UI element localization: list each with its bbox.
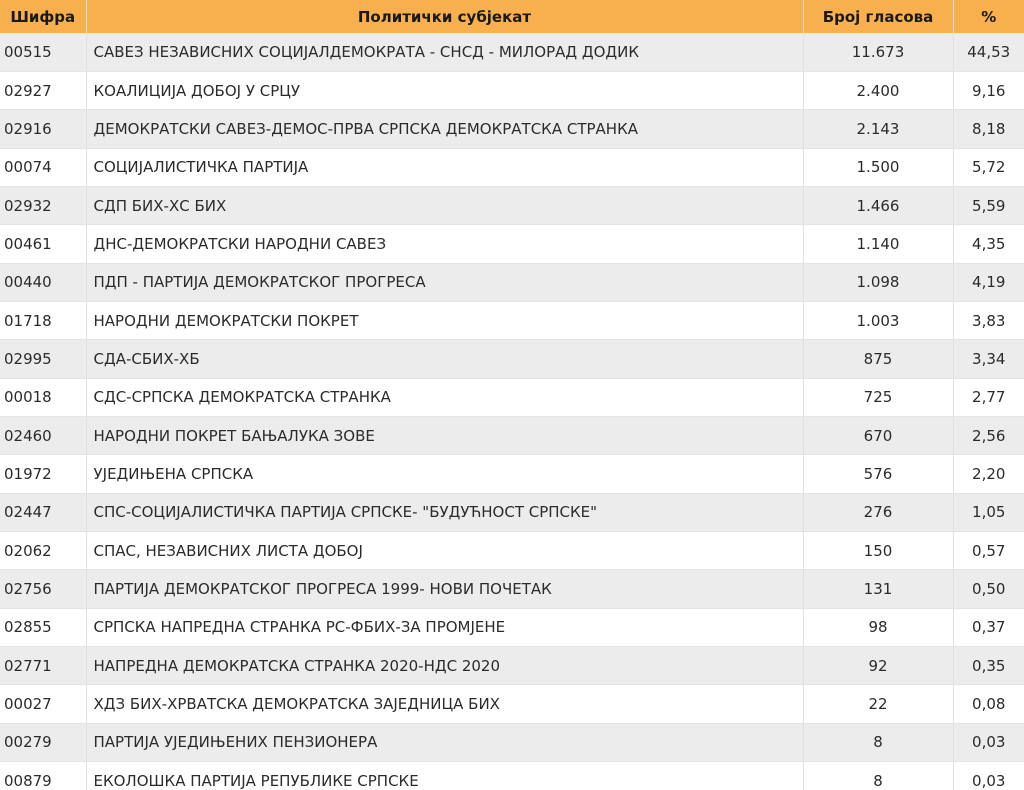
vote-percent: 5,59 xyxy=(953,186,1024,224)
table-row xyxy=(0,762,1024,790)
header-code: Шифра xyxy=(0,0,86,33)
vote-percent: 0,08 xyxy=(953,685,1024,723)
vote-count: 725 xyxy=(803,378,953,416)
party-code: 02771 xyxy=(0,647,86,685)
vote-count: 8 xyxy=(803,762,953,790)
table-row xyxy=(0,225,1024,263)
party-code: 01972 xyxy=(0,455,86,493)
party-name: СДА-СБИХ-ХБ xyxy=(86,340,803,378)
header-party: Политички субјекат xyxy=(86,0,803,33)
vote-percent: 4,19 xyxy=(953,263,1024,301)
party-code: 00279 xyxy=(0,723,86,761)
party-name: ПАРТИЈА УЈЕДИЊЕНИХ ПЕНЗИОНЕРА xyxy=(86,723,803,761)
vote-count: 2.400 xyxy=(803,71,953,109)
vote-count: 98 xyxy=(803,608,953,646)
party-name: СПС-СОЦИЈАЛИСТИЧКА ПАРТИЈА СРПСКЕ- "БУДУЋНОСТ СРПСКЕ" xyxy=(86,493,803,531)
table-row xyxy=(0,301,1024,339)
table-row xyxy=(0,570,1024,608)
party-name: СДП БИХ-ХС БИХ xyxy=(86,186,803,224)
party-name: СПАС, НЕЗАВИСНИХ ЛИСТА ДОБОЈ xyxy=(86,531,803,569)
party-name: ДЕМОКРАТСКИ САВЕЗ-ДЕМОС-ПРВА СРПСКА ДЕМОКРАТСКА СТРАНКА xyxy=(86,110,803,148)
party-name: САВЕЗ НЕЗАВИСНИХ СОЦИЈАЛДЕМОКРАТА - СНСД - МИЛОРАД ДОДИК xyxy=(86,33,803,71)
vote-percent: 5,72 xyxy=(953,148,1024,186)
party-code: 00879 xyxy=(0,762,86,790)
party-code: 02855 xyxy=(0,608,86,646)
party-code: 00461 xyxy=(0,225,86,263)
table-row xyxy=(0,647,1024,685)
table-row xyxy=(0,71,1024,109)
vote-count: 92 xyxy=(803,647,953,685)
table-row xyxy=(0,110,1024,148)
party-name: НАРОДНИ ДЕМОКРАТСКИ ПОКРЕТ xyxy=(86,301,803,339)
table-row xyxy=(0,685,1024,723)
party-name: ПДП - ПАРТИЈА ДЕМОКРАТСКОГ ПРОГРЕСА xyxy=(86,263,803,301)
vote-count: 276 xyxy=(803,493,953,531)
party-code: 02447 xyxy=(0,493,86,531)
party-code: 00440 xyxy=(0,263,86,301)
vote-percent: 44,53 xyxy=(953,33,1024,71)
vote-count: 670 xyxy=(803,416,953,454)
vote-count: 1.466 xyxy=(803,186,953,224)
header-pct: % xyxy=(981,7,997,26)
table-row xyxy=(0,608,1024,646)
party-code: 00074 xyxy=(0,148,86,186)
party-code: 02460 xyxy=(0,416,86,454)
vote-percent: 0,03 xyxy=(953,762,1024,790)
party-name: НАПРЕДНА ДЕМОКРАТСКА СТРАНКА 2020-НДС 2020 xyxy=(86,647,803,685)
table-row xyxy=(0,531,1024,569)
party-code: 00515 xyxy=(0,33,86,71)
vote-percent: 9,16 xyxy=(953,71,1024,109)
vote-percent: 3,34 xyxy=(953,340,1024,378)
vote-percent: 8,18 xyxy=(953,110,1024,148)
table-row xyxy=(0,340,1024,378)
party-name: СДС-СРПСКА ДЕМОКРАТСКА СТРАНКА xyxy=(86,378,803,416)
header-votes: Број гласова xyxy=(803,0,953,33)
table-body xyxy=(0,33,1024,790)
party-code: 02995 xyxy=(0,340,86,378)
vote-percent: 2,77 xyxy=(953,378,1024,416)
table-row xyxy=(0,148,1024,186)
vote-percent: 0,03 xyxy=(953,723,1024,761)
vote-percent: 0,35 xyxy=(953,647,1024,685)
vote-percent: 0,37 xyxy=(953,608,1024,646)
party-code: 00027 xyxy=(0,685,86,723)
table-header xyxy=(0,0,1024,33)
table-row xyxy=(0,493,1024,531)
table-row xyxy=(0,416,1024,454)
vote-count: 1.003 xyxy=(803,301,953,339)
vote-count: 1.140 xyxy=(803,225,953,263)
vote-percent: 3,83 xyxy=(953,301,1024,339)
party-code: 02932 xyxy=(0,186,86,224)
vote-count: 22 xyxy=(803,685,953,723)
header-row xyxy=(0,0,1024,33)
vote-percent: 0,57 xyxy=(953,531,1024,569)
party-code: 01718 xyxy=(0,301,86,339)
table-row xyxy=(0,723,1024,761)
party-name: ХДЗ БИХ-ХРВАТСКА ДЕМОКРАТСКА ЗАЈЕДНИЦА БИХ xyxy=(86,685,803,723)
table-row xyxy=(0,33,1024,71)
party-name: СРПСКА НАПРЕДНА СТРАНКА РС-ФБИХ-ЗА ПРОМЈЕНЕ xyxy=(86,608,803,646)
table-row xyxy=(0,455,1024,493)
vote-count: 2.143 xyxy=(803,110,953,148)
vote-percent: 1,05 xyxy=(953,493,1024,531)
vote-count: 875 xyxy=(803,340,953,378)
vote-count: 8 xyxy=(803,723,953,761)
vote-count: 1.500 xyxy=(803,148,953,186)
vote-count: 576 xyxy=(803,455,953,493)
party-name: ПАРТИЈА ДЕМОКРАТСКОГ ПРОГРЕСА 1999- НОВИ ПОЧЕТАК xyxy=(86,570,803,608)
party-name: УЈЕДИЊЕНА СРПСКА xyxy=(86,455,803,493)
party-name: ДНС-ДЕМОКРАТСКИ НАРОДНИ САВЕЗ xyxy=(86,225,803,263)
table-row xyxy=(0,378,1024,416)
vote-percent: 4,35 xyxy=(953,225,1024,263)
party-name: КОАЛИЦИЈА ДОБОЈ У СРЦУ xyxy=(86,71,803,109)
party-name: НАРОДНИ ПОКРЕТ БАЊАЛУКА ЗОВЕ xyxy=(86,416,803,454)
party-code: 00018 xyxy=(0,378,86,416)
vote-percent: 2,20 xyxy=(953,455,1024,493)
party-code: 02916 xyxy=(0,110,86,148)
party-code: 02756 xyxy=(0,570,86,608)
vote-count: 150 xyxy=(803,531,953,569)
vote-count: 1.098 xyxy=(803,263,953,301)
party-code: 02062 xyxy=(0,531,86,569)
vote-percent: 0,50 xyxy=(953,570,1024,608)
table-row xyxy=(0,186,1024,224)
party-name: ЕКОЛОШКА ПАРТИЈА РЕПУБЛИКЕ СРПСКЕ xyxy=(86,762,803,790)
table-row xyxy=(0,263,1024,301)
vote-percent: 2,56 xyxy=(953,416,1024,454)
party-name: СОЦИЈАЛИСТИЧКА ПАРТИЈА xyxy=(86,148,803,186)
vote-count: 131 xyxy=(803,570,953,608)
party-code: 02927 xyxy=(0,71,86,109)
vote-count: 11.673 xyxy=(803,33,953,71)
